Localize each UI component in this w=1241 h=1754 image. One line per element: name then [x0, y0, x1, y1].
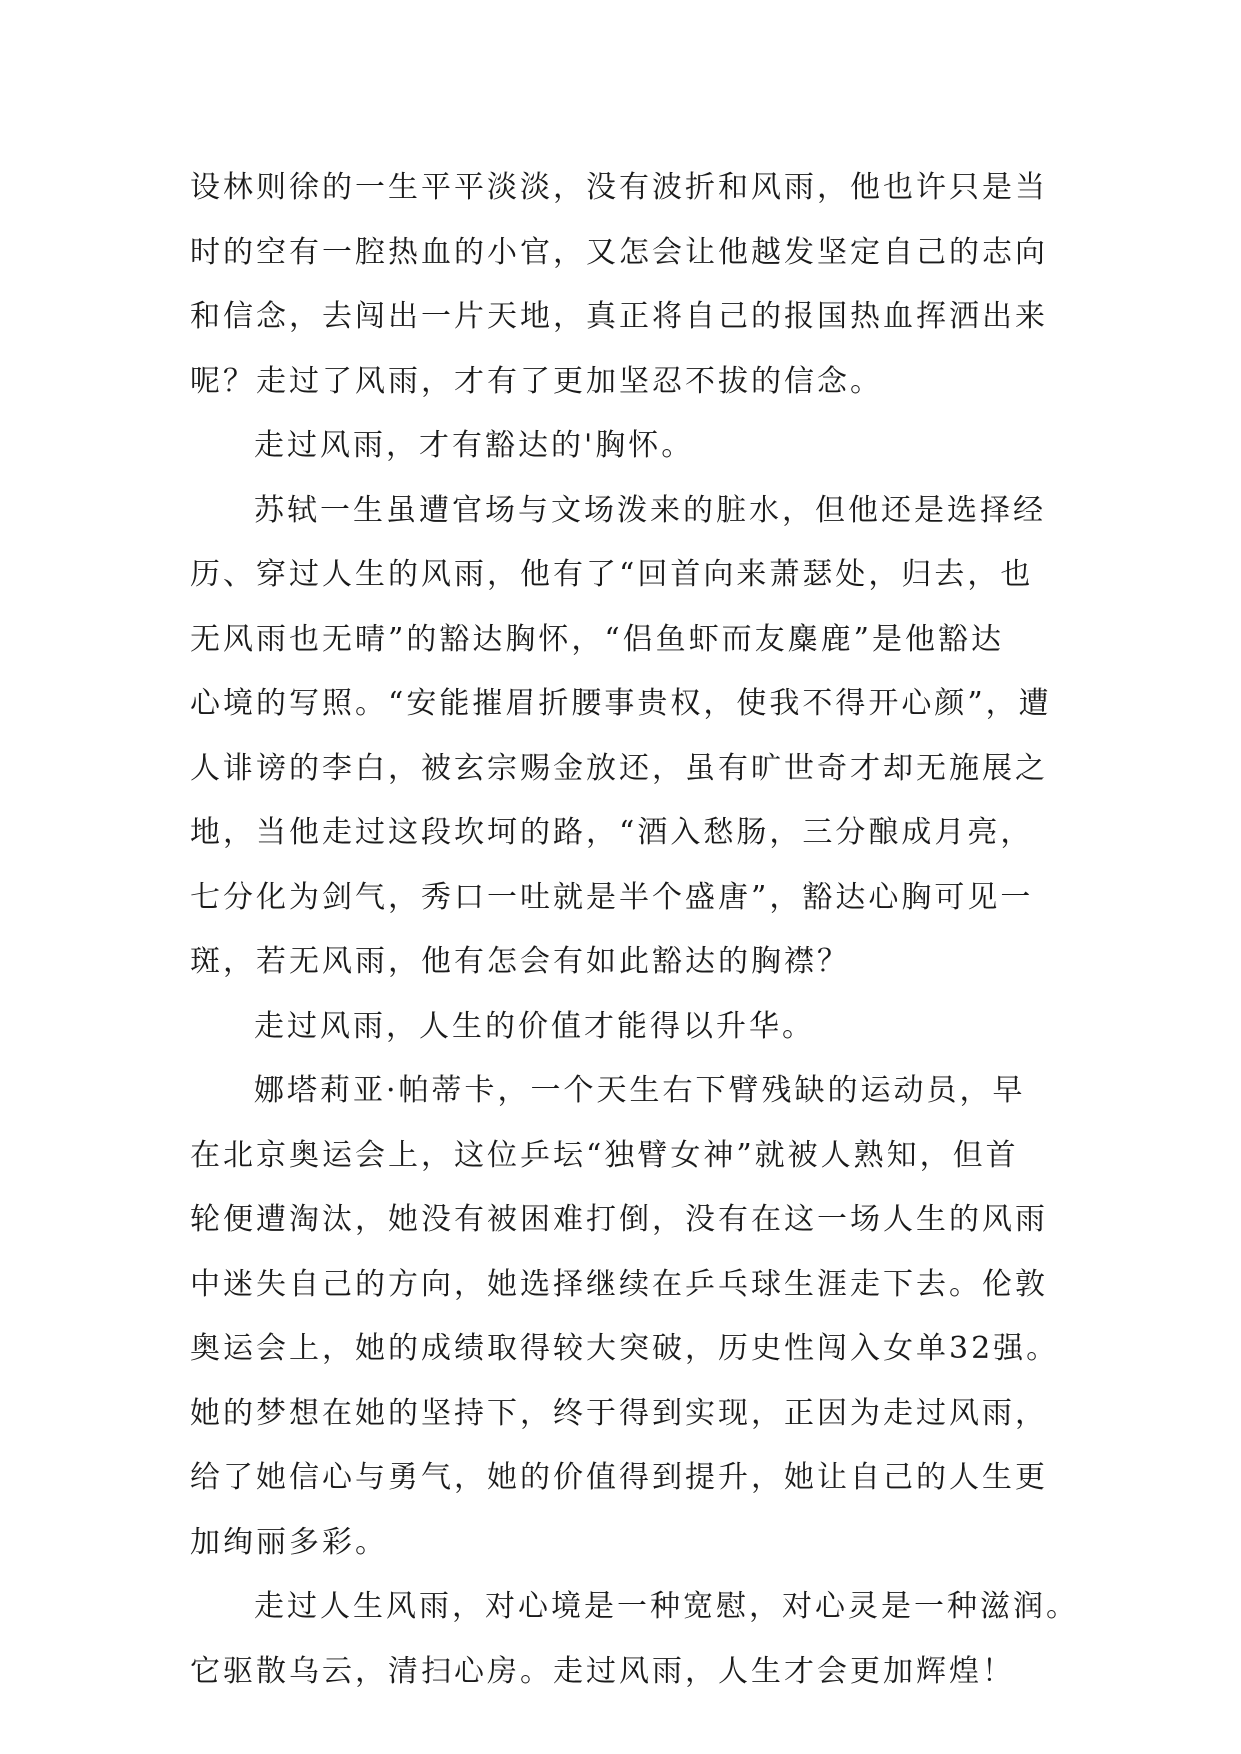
text-line: 时的空有一腔热血的小官，又怎会让他越发坚定自己的志向 — [190, 234, 1048, 270]
section-heading: 走过风雨，人生的价值才能得以升华。 — [254, 1008, 815, 1044]
paragraph-start-line: 苏轼一生虽遭官场与文场泼来的脏水，但他还是选择经 — [254, 492, 1046, 528]
section-heading: 走过风雨，才有豁达的'胸怀。 — [254, 428, 695, 463]
text-line: 给了她信心与勇气，她的价值得到提升，她让自己的人生更 — [190, 1460, 1048, 1495]
text-line: 呢？走过了风雨，才有了更加坚忍不拔的信念。 — [190, 363, 883, 399]
text-line: 设林则徐的一生平平淡淡，没有波折和风雨，他也许只是当 — [190, 170, 1048, 205]
text-line: 奥运会上，她的成绩取得较大突破，历史性闯入女单32强。 — [190, 1331, 1060, 1366]
essay-body — [190, 156, 1079, 1704]
text-line: 人诽谤的李白，被玄宗赐金放还，虽有旷世奇才却无施展之 — [190, 750, 1048, 786]
text-line: 轮便遭淘汰，她没有被困难打倒，没有在这一场人生的风雨 — [190, 1202, 1048, 1237]
text-line: 她的梦想在她的坚持下，终于得到实现，正因为走过风雨， — [190, 1395, 1048, 1431]
text-line: 在北京奥运会上，这位乒坛“独臂女神”就被人熟知，但首 — [190, 1137, 1019, 1173]
text-line: 加绚丽多彩。 — [190, 1524, 388, 1560]
text-line: 斑，若无风雨，他有怎会有如此豁达的胸襟？ — [190, 944, 850, 979]
text-line: 七分化为剑气，秀口一吐就是半个盛唐”，豁达心胸可见一 — [190, 879, 1034, 915]
paragraph-start-line: 走过人生风雨，对心境是一种宽慰，对心灵是一种滋润。 — [254, 1589, 1079, 1624]
text-line: 历、穿过人生的风雨，他有了“回首向来萧瑟处，归去，也 — [190, 557, 1034, 592]
text-line: 地，当他走过这段坎坷的路，“酒入愁肠，三分酿成月亮， — [190, 815, 1034, 850]
text-line: 无风雨也无晴”的豁达胸怀，“侣鱼虾而友麋鹿”是他豁达 — [190, 621, 1005, 657]
text-line: 心境的写照。“安能摧眉折腰事贵权，使我不得开心颜”，遭 — [190, 686, 1052, 721]
text-line: 中迷失自己的方向，她选择继续在乒乓球生涯走下去。伦敦 — [190, 1266, 1048, 1302]
paragraph-start-line: 娜塔莉亚·帕蒂卡，一个天生右下臂残缺的运动员，早 — [254, 1073, 1026, 1108]
text-line: 它驱散乌云，清扫心房。走过风雨，人生才会更加辉煌！ — [190, 1653, 1015, 1689]
text-line: 和信念，去闯出一片天地，真正将自己的报国热血挥洒出来 — [190, 299, 1048, 334]
